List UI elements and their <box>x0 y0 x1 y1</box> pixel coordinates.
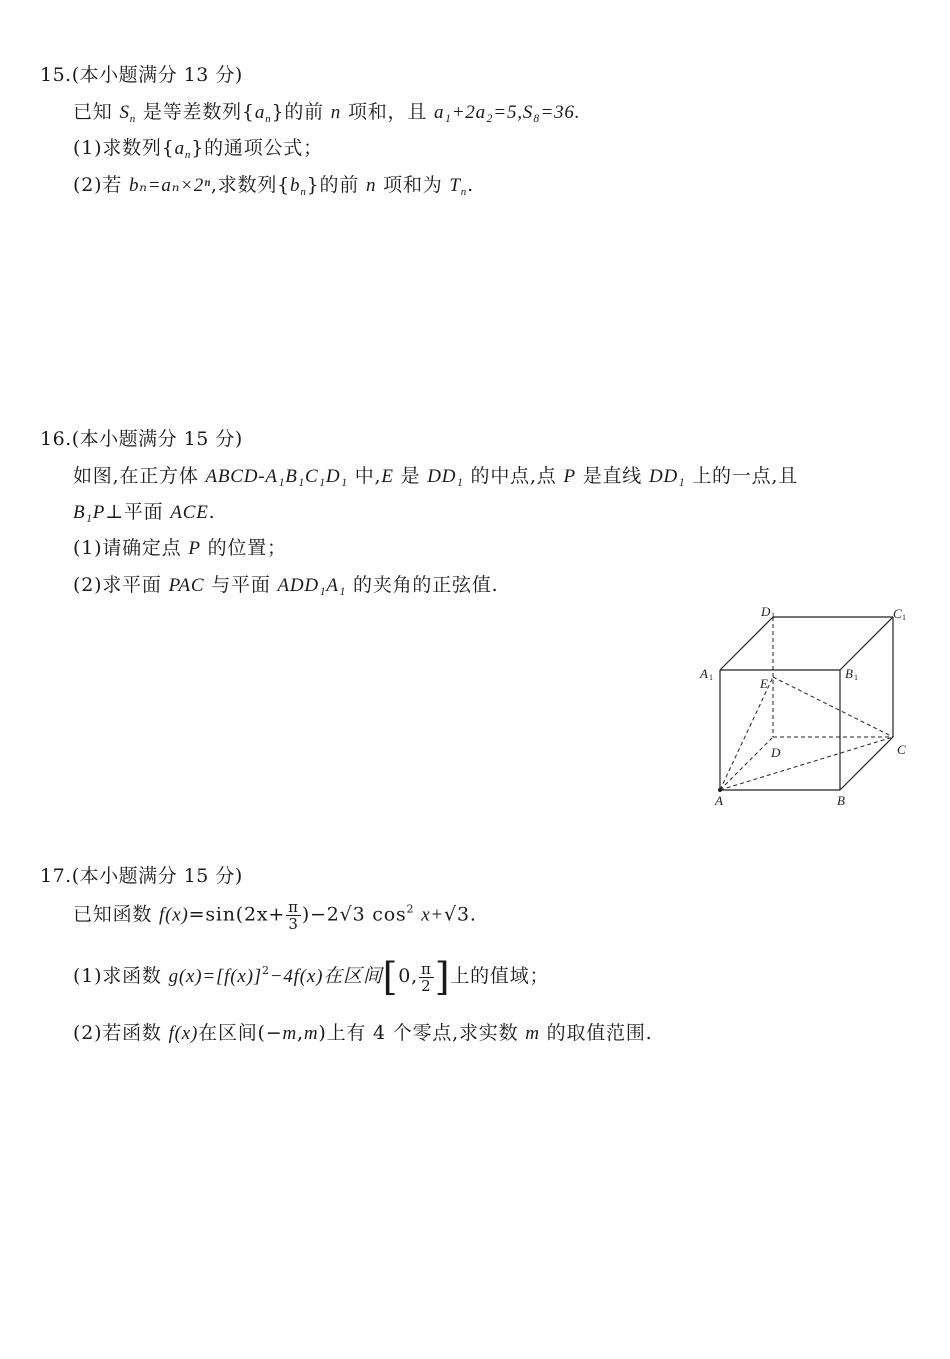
label-C: C <box>897 742 906 757</box>
var-m: m <box>525 1023 540 1044</box>
text: 与平面 <box>211 574 271 596</box>
var-S: S <box>119 102 130 123</box>
var-n: n <box>330 102 342 123</box>
seg-B1P: B₁P <box>73 502 106 523</box>
text: 的夹角的正弦值. <box>353 574 499 596</box>
formula-bn: bₙ=aₙ×2ⁿ <box>128 175 211 196</box>
sub: n <box>265 113 272 125</box>
text: (2)若函数 <box>73 1022 162 1044</box>
func-f: f(x) <box>168 1023 199 1044</box>
text: (1)求函数 <box>73 965 162 987</box>
text: . <box>467 174 474 196</box>
q16-part2 <box>73 570 498 597</box>
seg-AE <box>720 677 773 790</box>
text: 上的值域； <box>450 965 550 987</box>
point-A <box>718 788 722 792</box>
sub: n <box>129 113 137 125</box>
numerator: π <box>288 898 299 916</box>
q16-heading: 16.(本小题满分 15 分) <box>40 428 243 450</box>
var-m: m <box>282 1023 298 1044</box>
func-f: f(x) <box>159 904 189 926</box>
cube-name: ABCD-A₁B₁C₁D₁ <box>205 466 348 487</box>
text: 已知函数 <box>73 903 153 926</box>
text: (2)若 <box>73 174 123 196</box>
text: x+ <box>421 904 445 926</box>
edge-BC <box>840 737 893 790</box>
text: =sin(2x+ <box>188 903 286 926</box>
label-C1: C <box>893 606 902 621</box>
label-sub: 1 <box>854 673 858 682</box>
var-a: a <box>174 138 185 159</box>
func-g: g(x) <box>168 966 203 987</box>
numerator: π <box>421 959 432 978</box>
var-n: n <box>366 175 377 196</box>
var-m: m <box>303 1023 319 1044</box>
seg-DD1: DD₁ <box>648 466 686 487</box>
sqrt-3: √3 <box>339 903 366 926</box>
cube-figure <box>695 600 915 810</box>
sub: n <box>300 186 307 198</box>
q16-stem-line1 <box>73 461 798 488</box>
var-b: b <box>290 175 301 196</box>
text-cos: cos <box>372 903 407 926</box>
var-P: P <box>188 538 201 559</box>
q15-part1 <box>73 133 323 161</box>
label-sub: 1 <box>771 611 775 620</box>
edge-AD <box>720 737 773 790</box>
denominator: 2 <box>421 976 432 995</box>
text: . <box>469 903 477 926</box>
text: , <box>297 1022 304 1044</box>
var-T: T <box>449 175 461 196</box>
plane-PAC: PAC <box>168 575 205 596</box>
text: 的位置； <box>207 537 287 559</box>
q16-stem-line2 <box>73 497 215 524</box>
text: ,求数列{ <box>210 174 291 196</box>
label-E: E <box>760 676 768 691</box>
q17-part1 <box>73 955 550 999</box>
label-sub: 1 <box>709 673 713 682</box>
text: 项和为 <box>383 174 443 196</box>
var-E: E <box>381 466 394 487</box>
text: )−2 <box>301 903 340 926</box>
text: 是直线 <box>582 465 643 487</box>
q17-heading: 17.(本小题满分 15 分) <box>40 865 243 887</box>
text: )上有 4 个零点,求实数 <box>318 1022 519 1044</box>
text: (1)求数列{ <box>73 137 175 159</box>
text: 已知 <box>73 101 113 123</box>
text: 项和，且 <box>347 101 428 123</box>
label-D: D <box>771 745 781 760</box>
label-B: B <box>837 793 845 808</box>
var-a: a <box>254 102 266 123</box>
text: (2)求平面 <box>73 574 162 596</box>
label-A: A <box>715 793 723 808</box>
text: ⊥平面 <box>105 501 164 523</box>
text: 是等差数列{ <box>142 101 255 123</box>
q15-heading: 15.(本小题满分 13 分) <box>40 64 243 86</box>
text: 是 <box>400 465 421 487</box>
bracket-right-icon: ] <box>434 955 451 999</box>
sup: 2 <box>406 902 415 916</box>
text: 在区间(− <box>198 1022 283 1044</box>
label-A1: A <box>700 666 708 681</box>
text: =[f(x)] <box>202 966 262 987</box>
sup: 2 <box>261 964 270 977</box>
q16-part1 <box>73 533 287 560</box>
q17-part2 <box>73 1018 652 1045</box>
label-D1: D <box>761 604 771 619</box>
edge-A1D1 <box>720 617 773 670</box>
text: }的前 <box>306 174 360 196</box>
fraction-pi-2 <box>419 961 434 994</box>
sqrt-3: √3 <box>444 903 470 926</box>
plane-ADD1A1: ADD₁A₁ <box>277 575 347 596</box>
text: (1)请确定点 <box>73 537 182 559</box>
condition-formula: a₁+2a₂=5,S₈=36. <box>433 102 581 123</box>
q15-stem <box>73 97 580 125</box>
seg-DD1: DD₁ <box>427 466 464 487</box>
sub: n <box>460 186 468 198</box>
label-sub: 1 <box>902 613 906 622</box>
q17-stem <box>73 899 477 932</box>
text: −4f(x)在区间 <box>269 966 383 987</box>
sub: n <box>184 149 192 161</box>
denominator: 3 <box>288 915 299 933</box>
text: }的前 <box>271 101 324 123</box>
interval-start: 0, <box>398 965 419 987</box>
var-P: P <box>563 466 576 487</box>
text: 中, <box>354 465 382 487</box>
text: 的中点,点 <box>470 465 557 487</box>
q15-part2 <box>73 170 474 198</box>
plane-ACE: ACE <box>170 502 209 523</box>
fraction-pi-3 <box>286 899 301 932</box>
label-B1: B <box>845 666 853 681</box>
text: 如图,在正方体 <box>73 465 199 487</box>
text: 的取值范围. <box>546 1022 653 1044</box>
text: 上的一点,且 <box>692 465 799 487</box>
text: }的通项公式； <box>191 137 323 159</box>
bracket-left-icon: [ <box>382 955 399 999</box>
edge-B1C1 <box>840 617 893 670</box>
seg-EC <box>773 677 893 737</box>
text: . <box>208 501 216 523</box>
